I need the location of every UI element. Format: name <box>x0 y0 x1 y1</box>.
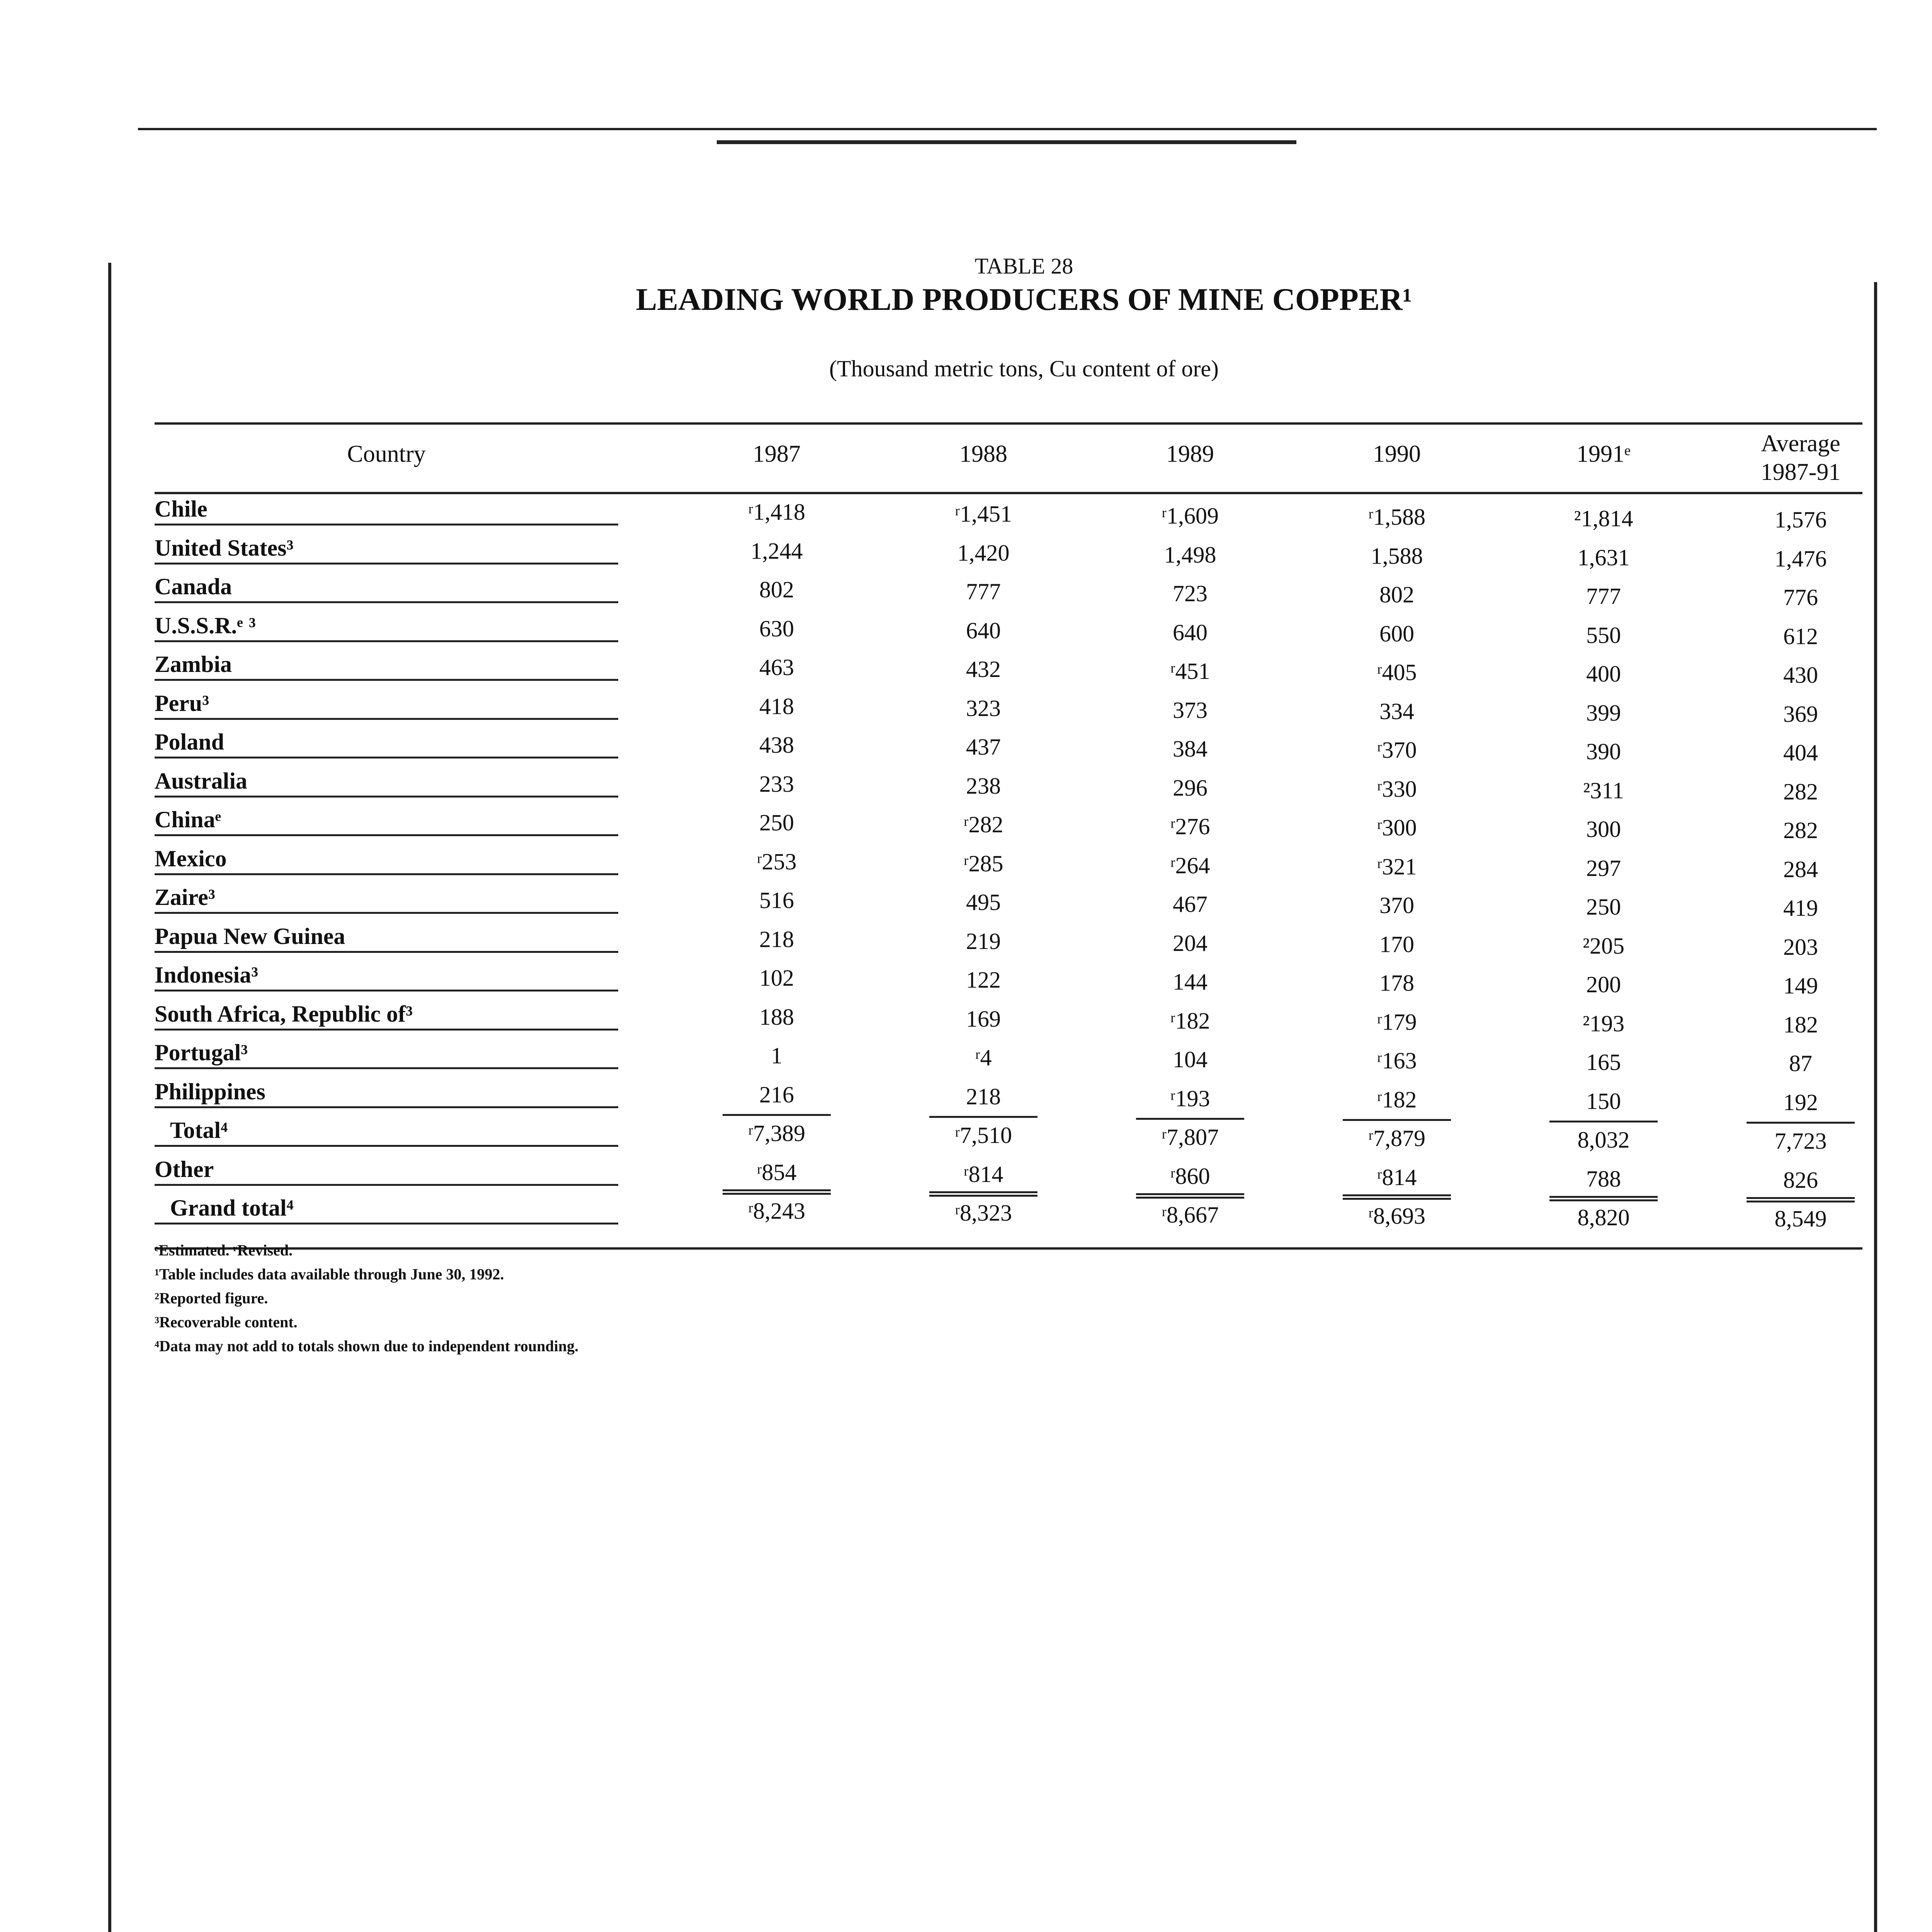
table-row <box>155 923 1862 962</box>
value-cell: 612 <box>1783 623 1818 649</box>
table-row <box>155 1078 1862 1117</box>
table-row <box>155 1156 1862 1195</box>
row-rule <box>155 1184 618 1186</box>
row-rule <box>155 796 618 798</box>
value-cell: 300 <box>1586 816 1621 842</box>
value-cell: 1,631 <box>1577 544 1630 570</box>
value-cell: 178 <box>1379 970 1414 996</box>
value-cell: 238 <box>966 773 1001 799</box>
table-row <box>155 962 1862 1000</box>
value-cell: 182 <box>1783 1012 1818 1037</box>
value-cell: 1,588 <box>1371 543 1423 569</box>
row-rule <box>155 834 618 836</box>
value-cell: 369 <box>1783 701 1818 727</box>
value-cell: 373 <box>1173 697 1208 723</box>
row-rule <box>155 1029 618 1031</box>
row-rule <box>155 718 618 720</box>
value-cell: ²1,814 <box>1574 506 1633 531</box>
sum-rule <box>723 1114 831 1116</box>
double-rule <box>723 1189 831 1195</box>
country-cell: U.S.S.R.ᵉ ³ <box>155 612 256 638</box>
value-cell: 323 <box>966 695 1001 721</box>
note-4: ⁴Data may not add to totals shown due to independent rounding. <box>155 1337 579 1355</box>
value-cell: 550 <box>1586 622 1621 648</box>
note-3: ³Recoverable content. <box>155 1313 298 1331</box>
row-rule <box>155 1223 618 1225</box>
table-row <box>155 612 1862 651</box>
value-cell: 144 <box>1173 969 1208 995</box>
country-cell: Papua New Guinea <box>155 923 345 949</box>
value-cell: ʳ8,323 <box>954 1200 1012 1226</box>
value-cell: 282 <box>1783 779 1818 804</box>
value-cell: 802 <box>1379 582 1414 607</box>
row-rule <box>155 601 618 603</box>
table-row <box>155 573 1862 612</box>
country-cell: Mexico <box>155 845 227 871</box>
value-cell: 250 <box>759 810 794 835</box>
country-cell: Chinaᵉ <box>155 807 221 832</box>
value-cell: 430 <box>1783 662 1818 688</box>
country-cell: Grand total⁴ <box>170 1195 294 1221</box>
value-cell: 390 <box>1586 739 1621 764</box>
country-cell: Indonesia³ <box>155 962 259 988</box>
value-cell: ²205 <box>1583 933 1624 959</box>
column-header-country: Country <box>347 441 426 467</box>
country-cell: United States³ <box>155 535 294 561</box>
value-cell: 788 <box>1586 1166 1621 1192</box>
row-rule <box>155 912 618 914</box>
column-header-average <box>1719 429 1882 487</box>
value-cell: 776 <box>1783 585 1818 610</box>
sum-rule <box>929 1116 1037 1118</box>
value-cell: ʳ854 <box>757 1159 797 1185</box>
value-cell: ʳ860 <box>1170 1163 1210 1189</box>
value-cell: 7,723 <box>1774 1128 1827 1154</box>
value-cell: 169 <box>966 1006 1001 1032</box>
value-cell: 150 <box>1586 1088 1621 1114</box>
row-rule <box>155 873 618 875</box>
value-cell: ʳ285 <box>963 850 1003 876</box>
sum-rule <box>1136 1118 1244 1120</box>
table-row <box>155 729 1862 767</box>
table-units: (Thousand metric tons, Cu content of ore) <box>829 356 1219 381</box>
value-cell: ʳ814 <box>963 1161 1003 1187</box>
value-cell: 8,032 <box>1577 1127 1630 1153</box>
column-header-1990: 1990 <box>1373 441 1421 467</box>
country-cell: Zambia <box>155 651 232 677</box>
copper-table <box>155 422 1862 1257</box>
table-row <box>155 690 1862 729</box>
value-cell: 1,420 <box>957 540 1010 566</box>
double-rule <box>1136 1193 1244 1199</box>
value-cell: ʳ1,609 <box>1161 503 1219 529</box>
value-cell: 384 <box>1173 736 1208 762</box>
table-row <box>155 535 1862 573</box>
value-cell: 8,820 <box>1577 1205 1630 1230</box>
value-cell: 218 <box>966 1083 1001 1109</box>
column-header-1989: 1989 <box>1166 441 1214 467</box>
country-cell: South Africa, Republic of³ <box>155 1001 413 1027</box>
note-estimated-revised: ᵉEstimated. ʳRevised. <box>155 1242 293 1259</box>
value-cell: ʳ182 <box>1170 1008 1210 1034</box>
average-header-text: Average 1987-91 <box>1760 430 1841 486</box>
double-rule <box>929 1191 1037 1197</box>
value-cell: ʳ253 <box>757 849 797 874</box>
value-cell: 400 <box>1586 661 1621 687</box>
value-cell: 200 <box>1586 972 1621 997</box>
top-rule-thick <box>717 140 1296 144</box>
value-cell: 777 <box>1586 583 1621 609</box>
value-cell: ʳ276 <box>1170 814 1210 839</box>
country-cell: Portugal³ <box>155 1040 248 1065</box>
double-rule <box>1343 1194 1451 1200</box>
table-notes <box>155 1238 850 1358</box>
note-1: ¹Table includes data available through June 30, 1992. <box>155 1265 504 1283</box>
value-cell: 630 <box>759 616 794 641</box>
value-cell: 296 <box>1173 775 1208 801</box>
value-cell: ʳ7,879 <box>1368 1126 1426 1151</box>
value-cell: 297 <box>1586 855 1621 881</box>
value-cell: 826 <box>1783 1167 1818 1193</box>
value-cell: 1,244 <box>750 538 803 564</box>
value-cell: 218 <box>759 926 794 952</box>
value-cell: ʳ264 <box>1170 852 1210 878</box>
value-cell: 284 <box>1783 856 1818 882</box>
row-rule <box>155 640 618 642</box>
country-cell: Canada <box>155 574 232 599</box>
value-cell: ʳ179 <box>1377 1009 1417 1035</box>
row-rule <box>155 524 618 526</box>
value-cell: 463 <box>759 655 794 680</box>
value-cell: 419 <box>1783 895 1818 921</box>
note-2: ²Reported figure. <box>155 1289 268 1307</box>
country-cell: Peru³ <box>155 690 209 716</box>
value-cell: ʳ7,807 <box>1161 1124 1219 1150</box>
country-cell: Other <box>155 1156 214 1182</box>
table-row <box>155 845 1862 884</box>
table-row <box>155 884 1862 923</box>
value-cell: 203 <box>1783 934 1818 960</box>
value-cell: ʳ321 <box>1377 854 1417 879</box>
value-cell: ʳ405 <box>1377 660 1417 685</box>
value-cell: ʳ1,451 <box>954 501 1012 527</box>
value-cell: ʳ182 <box>1377 1087 1417 1112</box>
value-cell: 233 <box>759 771 794 797</box>
sum-rule <box>1549 1121 1658 1122</box>
value-cell: 192 <box>1783 1089 1818 1115</box>
top-rule <box>138 128 1877 130</box>
country-cell: Australia <box>155 768 247 794</box>
value-cell: 1,476 <box>1774 546 1827 571</box>
value-cell: 104 <box>1173 1047 1208 1072</box>
value-cell: 87 <box>1789 1051 1812 1076</box>
row-rule <box>155 951 618 953</box>
value-cell: 467 <box>1173 891 1208 917</box>
value-cell: 188 <box>759 1004 794 1030</box>
row-rule <box>155 563 618 565</box>
table-row <box>155 806 1862 845</box>
value-cell: 600 <box>1379 621 1414 646</box>
value-cell: ʳ8,667 <box>1161 1202 1219 1228</box>
country-cell: Philippines <box>155 1078 265 1104</box>
value-cell: 640 <box>966 617 1001 643</box>
value-cell: 1,498 <box>1164 542 1216 568</box>
sum-rule <box>1747 1122 1855 1124</box>
table-row <box>155 1117 1862 1156</box>
value-cell: ʳ8,243 <box>748 1198 806 1224</box>
table-row <box>155 1039 1862 1078</box>
value-cell: 250 <box>1586 894 1621 920</box>
country-cell: Total⁴ <box>170 1117 228 1143</box>
value-cell: 1,576 <box>1774 507 1827 532</box>
value-cell: 1 <box>771 1043 782 1068</box>
row-rule <box>155 679 618 681</box>
value-cell: 399 <box>1586 700 1621 726</box>
table-number: TABLE 28 <box>975 253 1073 279</box>
value-cell: ʳ1,588 <box>1368 504 1426 530</box>
table-row <box>155 1001 1862 1039</box>
value-cell: ʳ814 <box>1377 1164 1417 1190</box>
value-cell: 640 <box>1173 619 1208 645</box>
value-cell: 165 <box>1586 1049 1621 1075</box>
value-cell: ʳ1,418 <box>748 499 806 525</box>
row-rule <box>155 990 618 992</box>
country-cell: Zaire³ <box>155 884 215 910</box>
sum-rule <box>1343 1119 1451 1121</box>
left-margin-line <box>108 263 111 1932</box>
value-cell: 8,549 <box>1774 1206 1827 1231</box>
value-cell: 102 <box>759 965 794 991</box>
value-cell: 170 <box>1379 931 1414 957</box>
country-cell: Poland <box>155 729 224 755</box>
value-cell: 334 <box>1379 698 1414 724</box>
value-cell: 282 <box>1783 818 1818 843</box>
value-cell: ²193 <box>1583 1010 1624 1036</box>
value-cell: ʳ370 <box>1377 737 1417 763</box>
double-rule <box>1549 1196 1658 1201</box>
value-cell: 219 <box>966 928 1001 954</box>
value-cell: 370 <box>1379 893 1414 918</box>
row-rule <box>155 1106 618 1108</box>
table-top-rule <box>155 422 1862 425</box>
row-rule <box>155 757 618 759</box>
value-cell: ʳ7,389 <box>748 1121 806 1146</box>
value-cell: 204 <box>1173 930 1208 956</box>
value-cell: 495 <box>966 889 1001 915</box>
value-cell: ʳ193 <box>1170 1085 1210 1111</box>
value-cell: ʳ451 <box>1170 658 1210 684</box>
value-cell: ²311 <box>1583 777 1624 803</box>
value-cell: 802 <box>759 577 794 602</box>
header-bottom-rule <box>155 492 1862 494</box>
row-rule <box>155 1067 618 1069</box>
value-cell: 777 <box>966 579 1001 604</box>
row-rule <box>155 1145 618 1147</box>
column-header-1991: 1991ᵉ <box>1577 441 1631 467</box>
value-cell: 216 <box>759 1082 794 1107</box>
value-cell: ʳ8,693 <box>1368 1203 1426 1229</box>
column-header-1988: 1988 <box>959 441 1007 467</box>
value-cell: 149 <box>1783 973 1818 998</box>
value-cell: 432 <box>966 656 1001 682</box>
value-cell: ʳ4 <box>975 1045 992 1070</box>
value-cell: ʳ282 <box>963 812 1003 837</box>
table-row <box>155 768 1862 806</box>
value-cell: ʳ7,510 <box>954 1122 1012 1148</box>
value-cell: ʳ330 <box>1377 776 1417 802</box>
value-cell: ʳ300 <box>1377 815 1417 840</box>
value-cell: ʳ163 <box>1377 1048 1417 1073</box>
value-cell: 404 <box>1783 740 1818 765</box>
country-cell: Chile <box>155 496 207 522</box>
value-cell: 516 <box>759 888 794 913</box>
value-cell: 438 <box>759 732 794 758</box>
double-rule <box>1747 1197 1855 1202</box>
value-cell: 418 <box>759 693 794 719</box>
table-title: LEADING WORLD PRODUCERS OF MINE COPPER¹ <box>636 282 1412 317</box>
value-cell: 723 <box>1173 581 1208 606</box>
table-row <box>155 496 1862 534</box>
value-cell: 122 <box>966 967 1001 993</box>
column-header-1987: 1987 <box>753 441 801 467</box>
value-cell: 437 <box>966 734 1001 760</box>
table-row <box>155 651 1862 690</box>
